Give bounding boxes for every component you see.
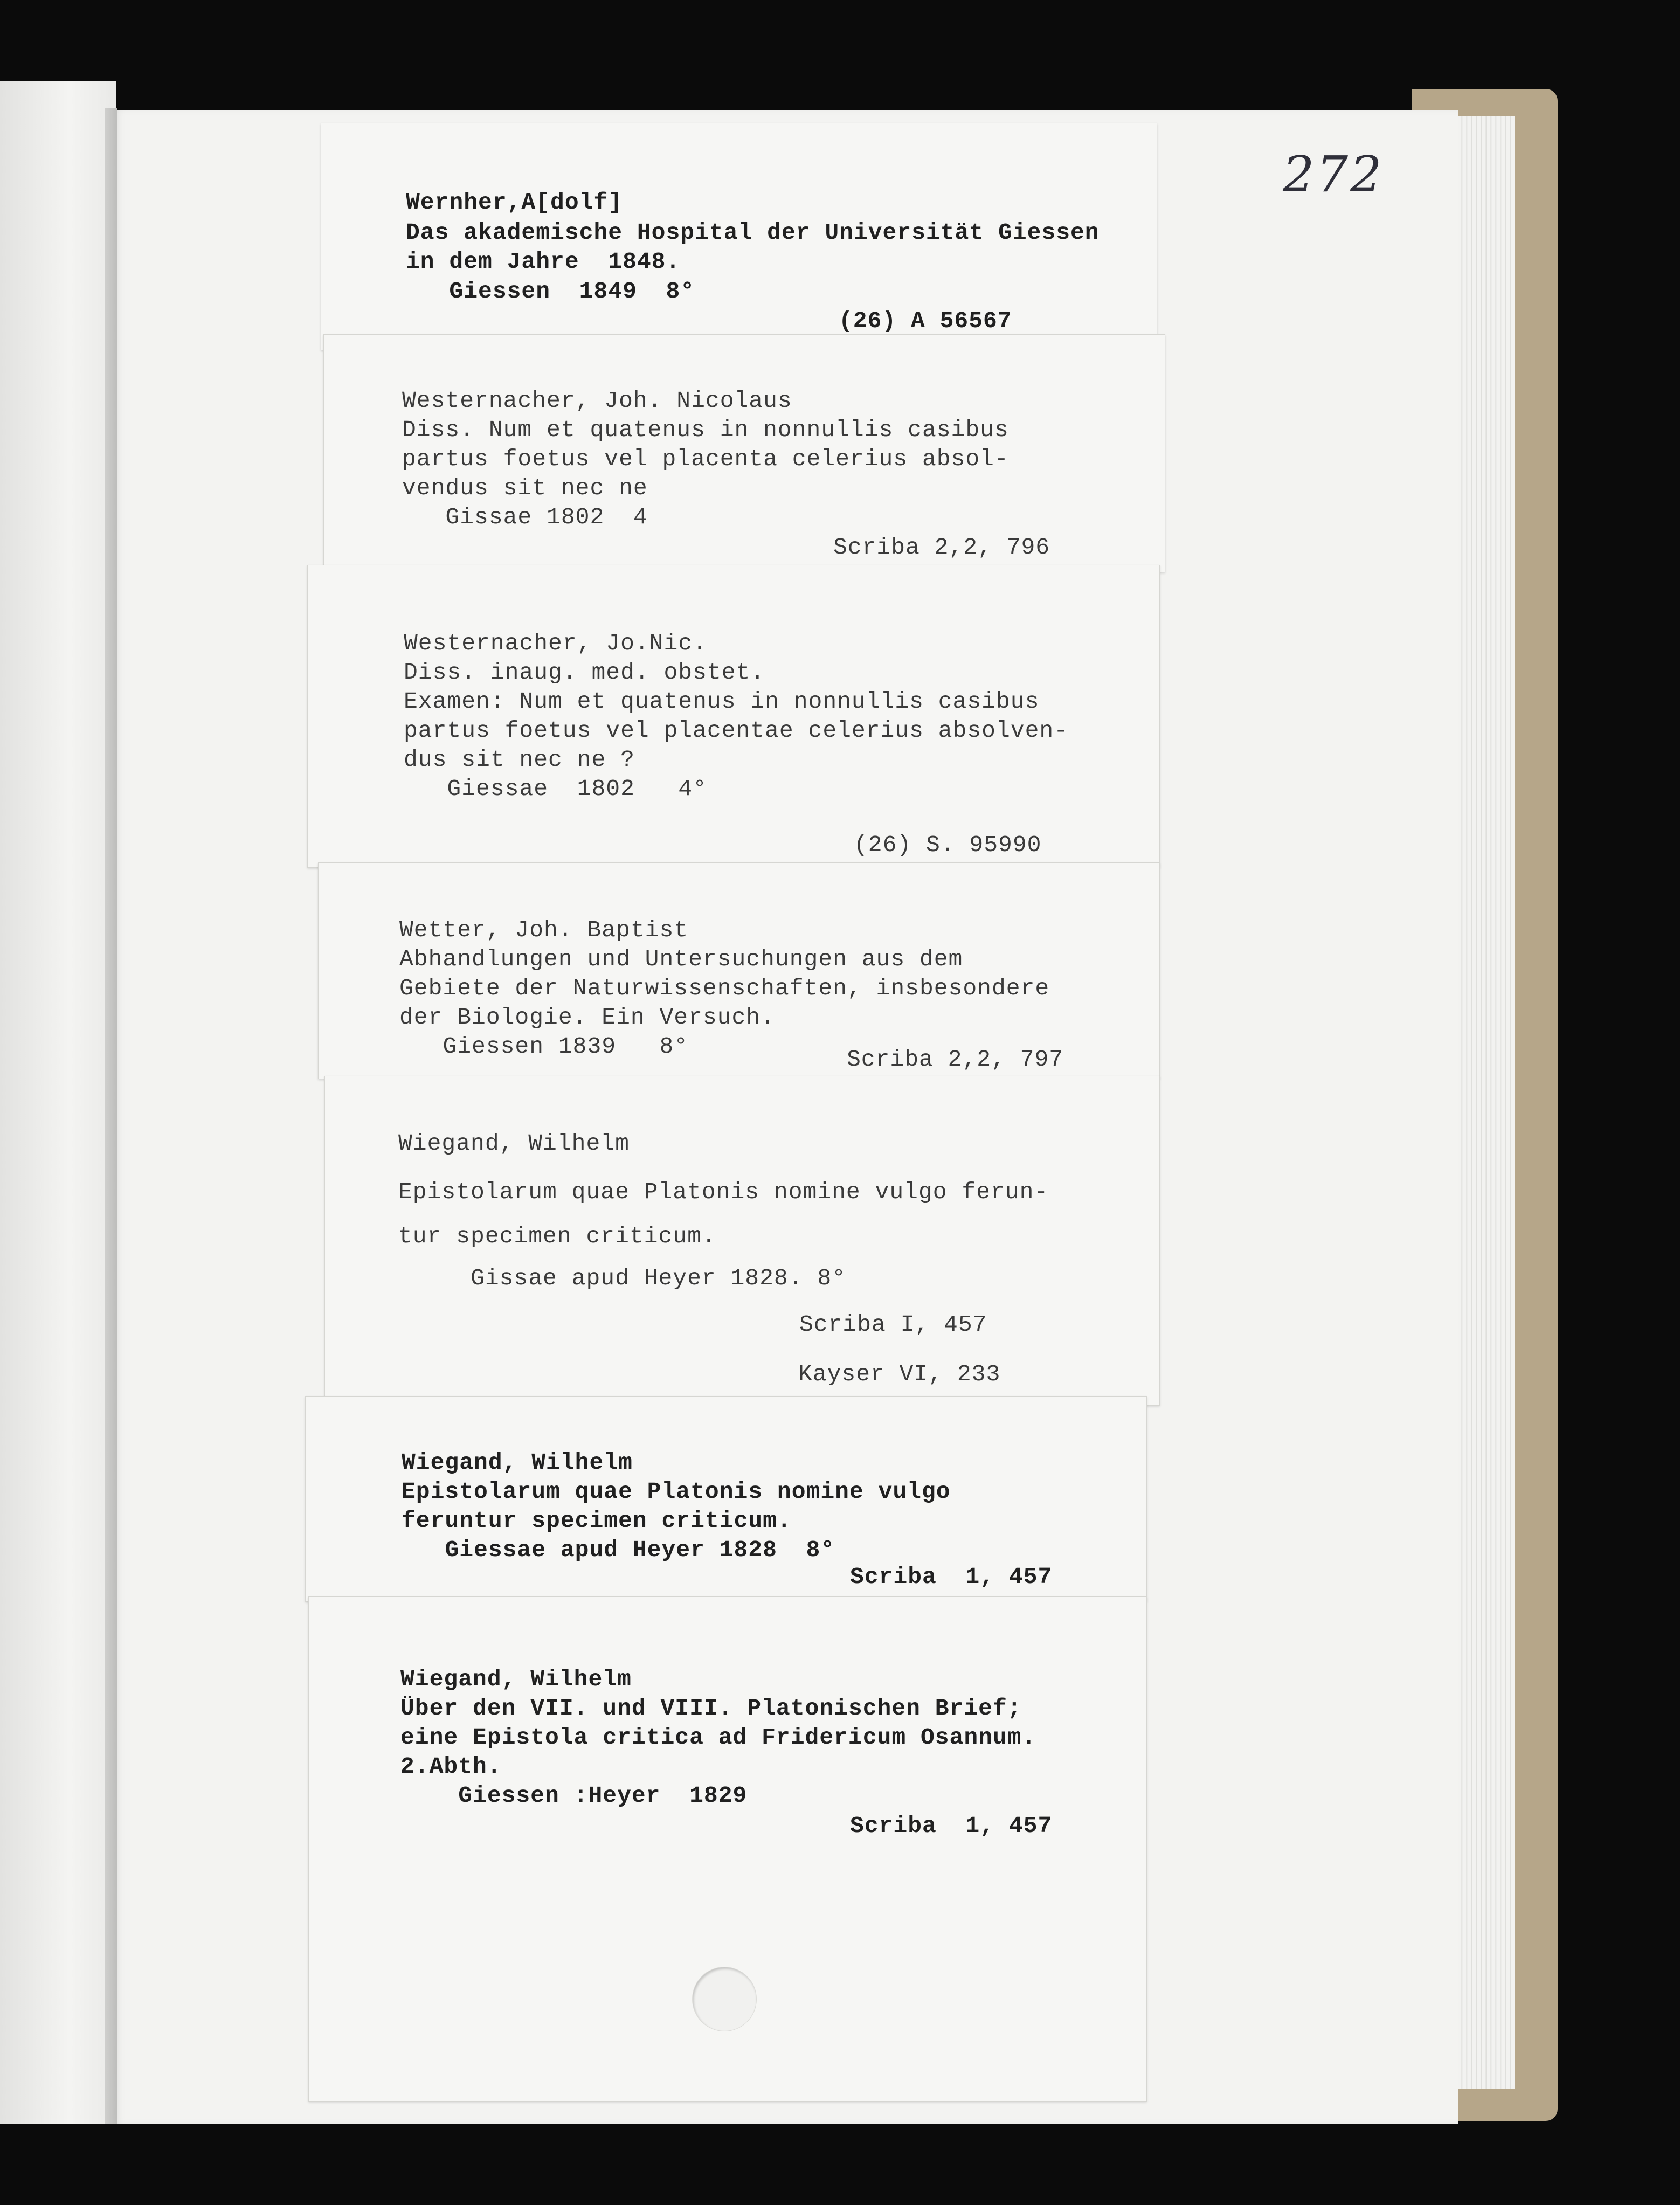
card-line: Giessen 1849 8°: [406, 278, 695, 305]
card-line: Wetter, Joh. Baptist: [399, 917, 689, 943]
card-line: Giessae 1802 4°: [404, 776, 707, 802]
card-line: in dem Jahre 1848.: [406, 248, 681, 275]
card-line: Diss. inaug. med. obstet.: [404, 659, 765, 686]
card-line: eine Epistola critica ad Fridericum Osannum.: [400, 1724, 1036, 1751]
catalog-card-wiegand-2[interactable]: [305, 1396, 1147, 1602]
page-number: 272: [1283, 146, 1384, 203]
card-line: Westernacher, Jo.Nic.: [404, 630, 707, 656]
card-line: Epistolarum quae Platonis nomine vulgo ferun-: [398, 1179, 1049, 1205]
card-signature-secondary: Kayser VI, 233: [798, 1361, 1001, 1387]
book-gutter: [105, 108, 117, 2124]
card-line: vendus sit nec ne: [402, 475, 648, 501]
card-line: Diss. Num et quatenus in nonnullis casibus: [402, 417, 1009, 443]
card-line: Wiegand, Wilhelm: [400, 1666, 632, 1692]
catalog-card-wiegand-1[interactable]: [324, 1076, 1160, 1406]
card-signature: Scriba 1, 457: [850, 1564, 1053, 1590]
card-line: Abhandlungen und Untersuchungen aus dem: [399, 946, 963, 972]
card-signature: Scriba 2,2, 797: [847, 1046, 1064, 1073]
card-signature: (26) A 56567: [839, 308, 1012, 334]
card-signature: Scriba I, 457: [799, 1311, 987, 1338]
catalog-card-wernher[interactable]: [321, 123, 1157, 350]
card-line: Wiegand, Wilhelm: [402, 1449, 633, 1476]
card-line: tur specimen criticum.: [398, 1223, 716, 1249]
left-page: [0, 81, 116, 2124]
card-line: Epistolarum quae Platonis nomine vulgo: [402, 1478, 951, 1505]
card-line: Über den VII. und VIII. Platonischen Brief;: [400, 1695, 1022, 1722]
catalog-card-wetter[interactable]: [318, 862, 1160, 1079]
card-line: Westernacher, Joh. Nicolaus: [402, 388, 792, 414]
card-signature: Scriba 2,2, 796: [833, 534, 1050, 561]
punch-hole: [693, 1967, 756, 2031]
card-line: 2.Abth.: [400, 1753, 502, 1780]
card-signature: Scriba 1, 457: [850, 1813, 1053, 1839]
card-line: der Biologie. Ein Versuch.: [399, 1004, 775, 1031]
card-line: Gebiete der Naturwissenschaften, insbesondere: [399, 975, 1050, 1001]
card-line: Das akademische Hospital der Universität Giessen: [406, 219, 1100, 246]
card-line: Gissae 1802 4: [402, 504, 648, 530]
card-line: partus foetus vel placenta celerius absol-: [402, 446, 1009, 472]
catalog-card-westernacher-2[interactable]: [307, 565, 1160, 868]
catalog-card-westernacher-1[interactable]: [323, 334, 1165, 572]
card-line: Giessae apud Heyer 1828 8°: [402, 1537, 835, 1563]
card-line: partus foetus vel placentae celerius absolven-: [404, 717, 1068, 744]
card-line: feruntur specimen criticum.: [402, 1508, 792, 1534]
card-line: Giessen 1839 8°: [399, 1033, 689, 1060]
card-line: Gissae apud Heyer 1828. 8°: [398, 1265, 846, 1291]
card-signature: (26) S. 95990: [854, 832, 1042, 858]
card-line: Giessen :Heyer 1829: [400, 1782, 748, 1809]
card-line: Wernher,A[dolf]: [406, 189, 623, 216]
card-line: dus sit nec ne ?: [404, 746, 635, 773]
card-line: Examen: Num et quatenus in nonnullis casibus: [404, 688, 1040, 715]
card-line: Wiegand, Wilhelm: [398, 1130, 630, 1157]
